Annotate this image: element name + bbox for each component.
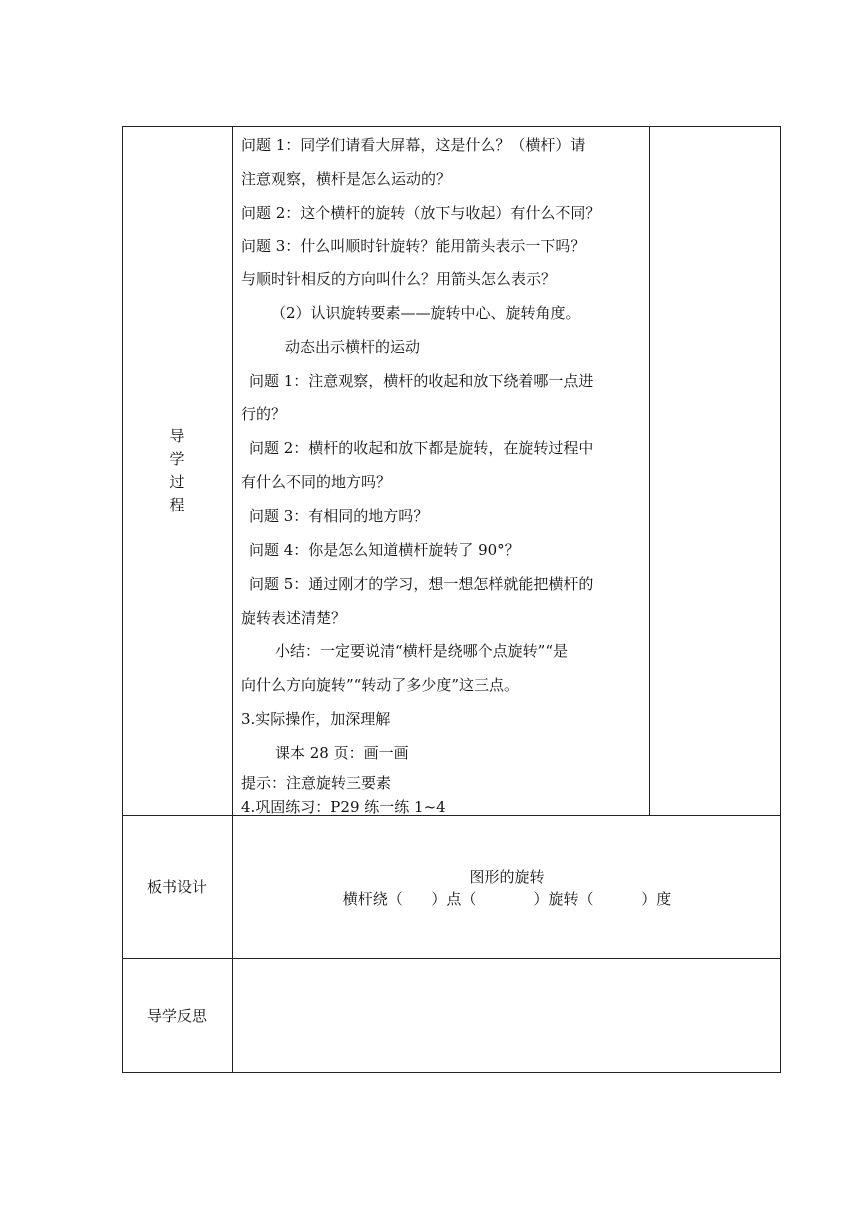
board-design-title: 图形的旋转 <box>469 868 545 886</box>
content-line: 注意观察，横杆是怎么运动的？ <box>241 170 452 188</box>
board-design-line: 横杆绕（ ）点（ ）旋转（ ）度 <box>342 890 672 908</box>
content-line: 有什么不同的地方吗？ <box>241 473 392 491</box>
content-line: 旋转表述清楚？ <box>241 609 347 627</box>
process-label-char: 导 <box>169 426 185 445</box>
content-line: 提示：注意旋转三要素 <box>241 774 392 792</box>
content-line: 问题 1：注意观察，横杆的收起和放下绕着哪一点进 <box>249 372 594 390</box>
content-line: 4.巩固练习：P29 练一练 1~4 <box>241 798 446 816</box>
content-line: 向什么方向旋转”“转动了多少度”这三点。 <box>241 676 520 694</box>
content-line: 问题 3：什么叫顺时针旋转？能用箭头表示一下吗？ <box>241 237 586 255</box>
content-line: 行的？ <box>241 405 287 423</box>
column-divider-left <box>232 126 233 1073</box>
process-label-char: 过 <box>169 472 185 491</box>
reflection-label: 导学反思 <box>146 1007 207 1025</box>
content-line: 3.实际操作，加深理解 <box>241 710 391 728</box>
process-label-char: 程 <box>169 495 185 514</box>
content-line: 问题 2：横杆的收起和放下都是旋转，在旋转过程中 <box>249 439 594 457</box>
content-line: 问题 4：你是怎么知道横杆旋转了 90°？ <box>249 541 520 559</box>
content-line: 问题 2：这个横杆的旋转（放下与收起）有什么不同？ <box>241 204 601 222</box>
process-label <box>122 126 232 815</box>
column-divider-right <box>649 126 650 815</box>
reflection-content <box>233 959 780 1072</box>
content-line: 问题 1：同学们请看大屏幕，这是什么？（横杆）请 <box>241 136 586 154</box>
content-line: （2）认识旋转要素——旋转中心、旋转角度。 <box>271 304 581 322</box>
process-label-char: 学 <box>169 449 185 468</box>
content-line: 与顺时针相反的方向叫什么？用箭头怎么表示？ <box>241 270 557 288</box>
content-line: 课本 28 页：画一画 <box>275 744 409 762</box>
board-design-label: 板书设计 <box>146 878 207 896</box>
content-line: 小结：一定要说清“横杆是绕哪个点旋转”“是 <box>275 642 569 660</box>
content-line: 问题 5：通过刚才的学习，想一想怎样就能把横杆的 <box>249 575 594 593</box>
content-line: 问题 3：有相同的地方吗？ <box>249 507 429 525</box>
content-line: 动态出示横杆的运动 <box>285 338 421 356</box>
